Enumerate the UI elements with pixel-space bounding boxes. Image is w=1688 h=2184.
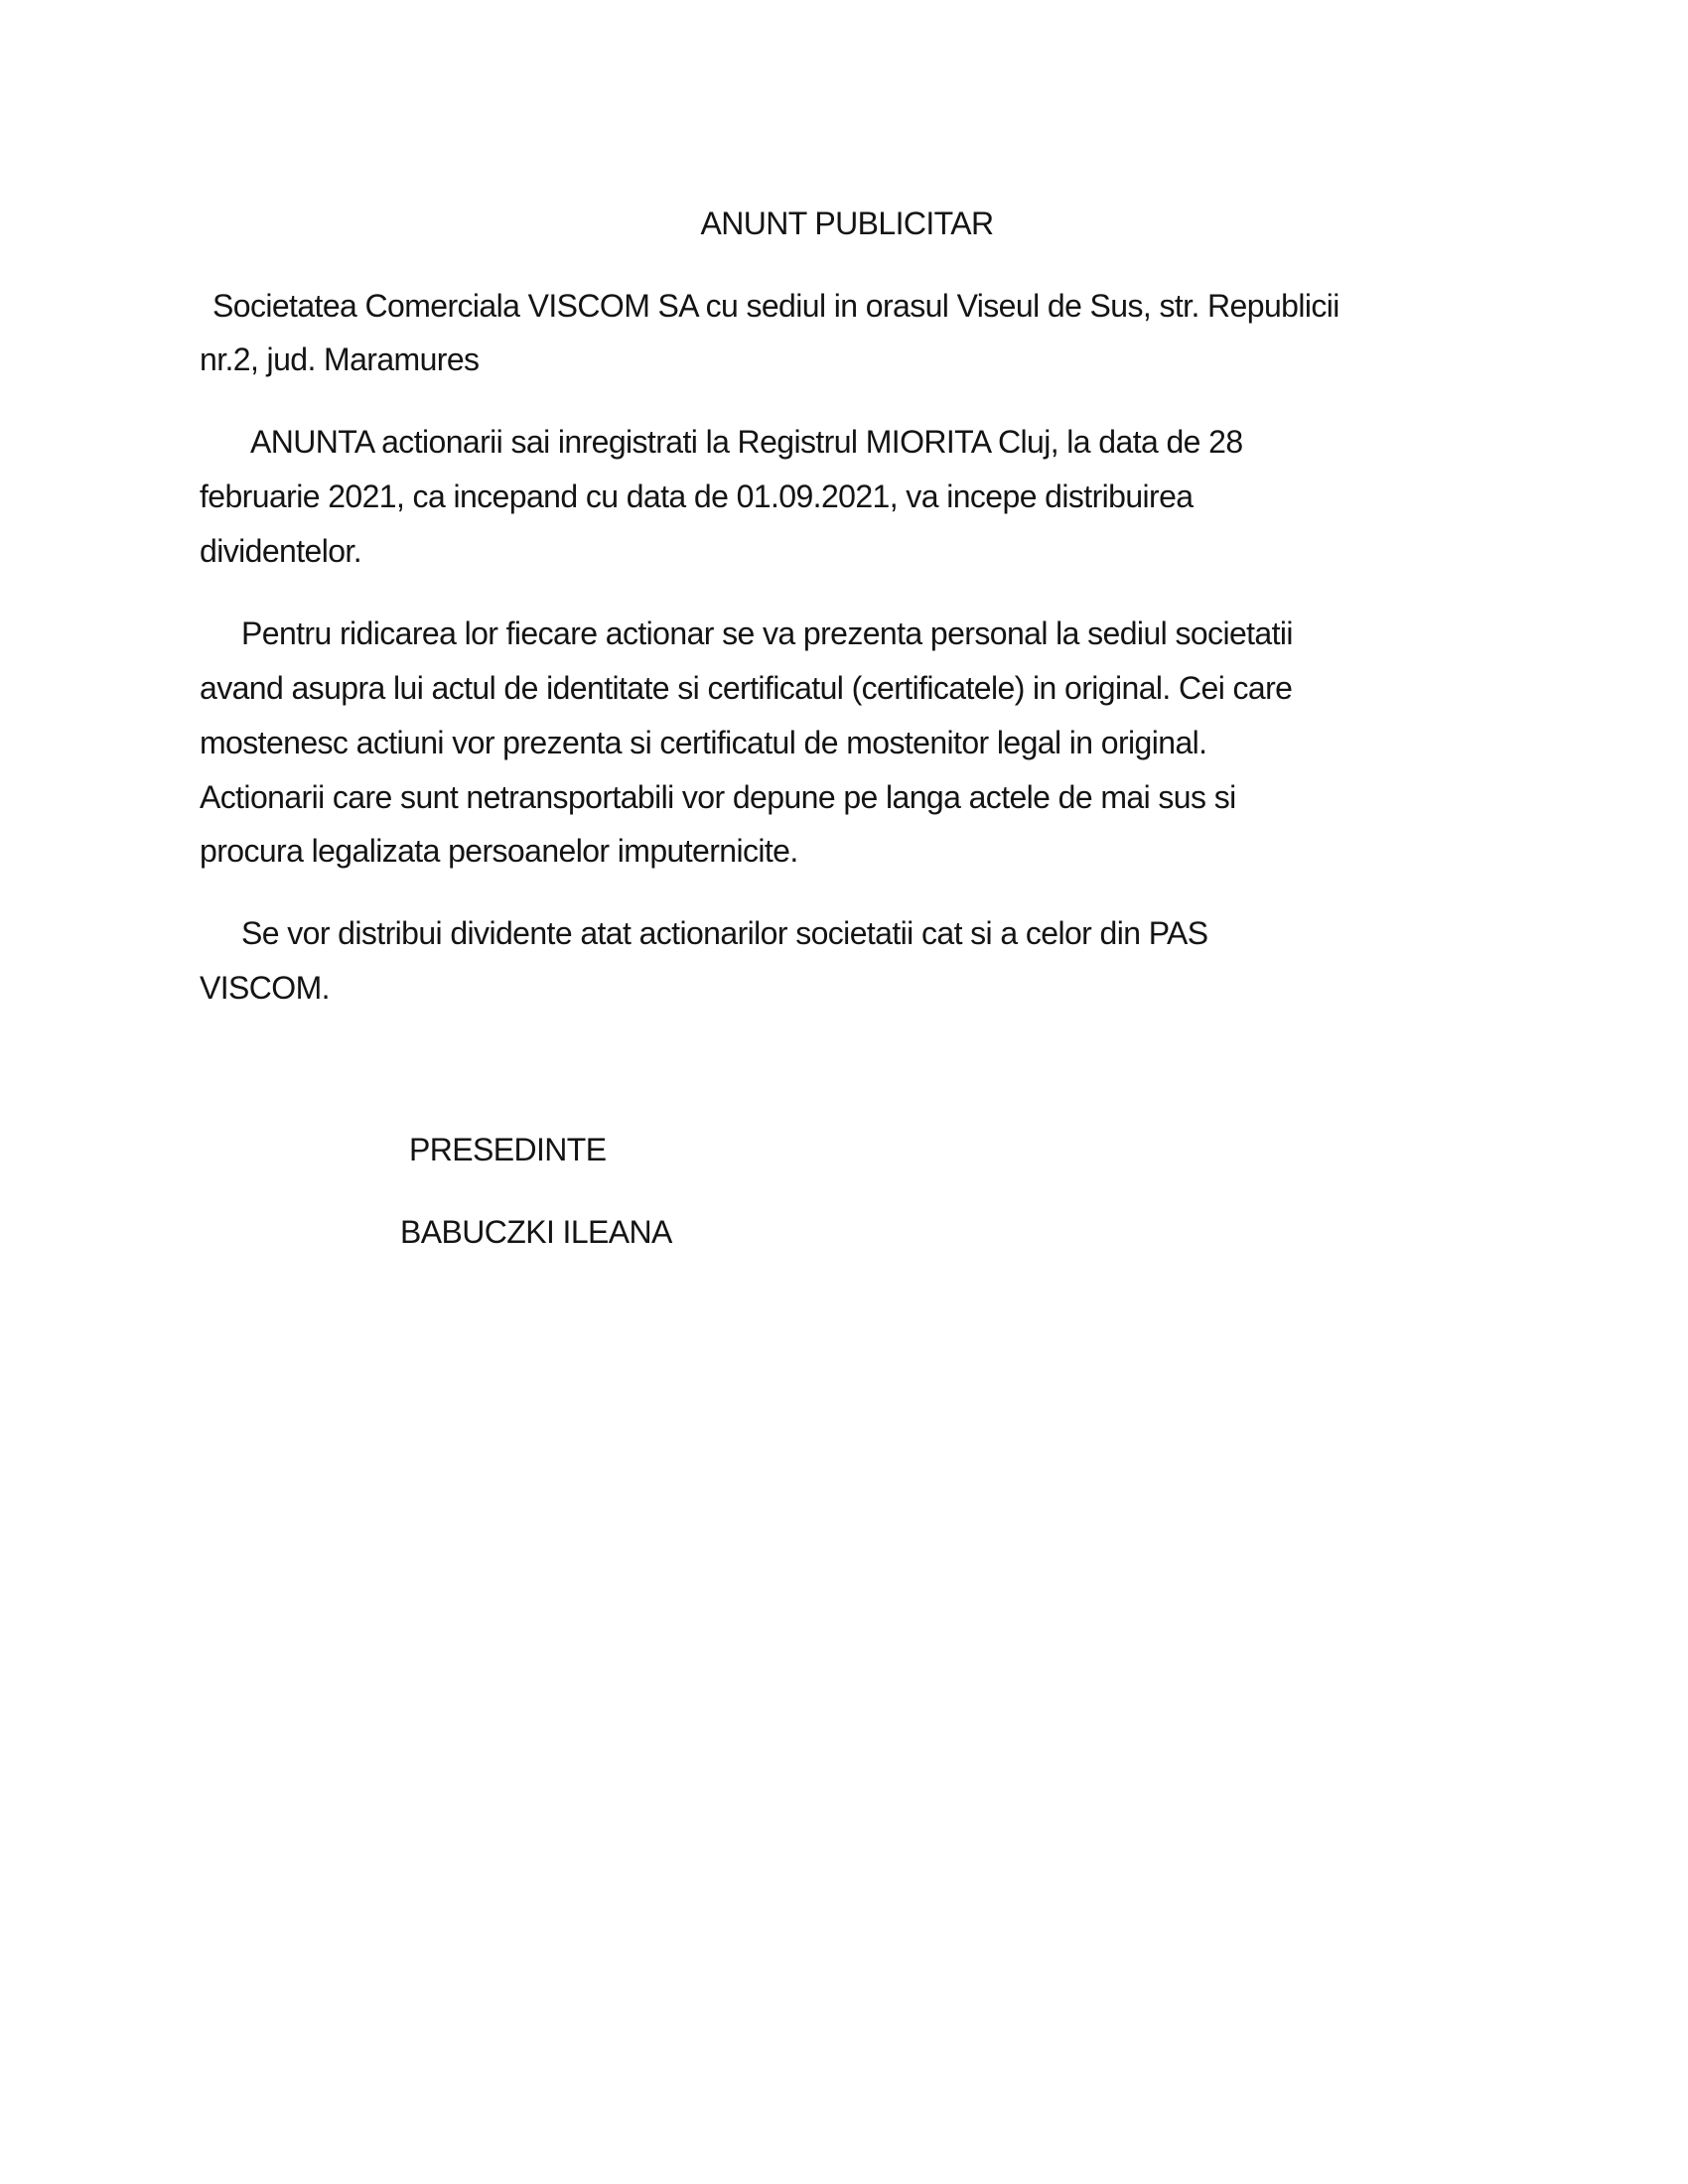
paragraph-line: avand asupra lui actul de identitate si certificatul (certificatele) in original. Cei care bbox=[200, 670, 1293, 706]
paragraph-line: VISCOM. bbox=[200, 970, 330, 1006]
paragraph-line: Actionarii care sunt netransportabili vor depune pe langa actele de mai sus si bbox=[200, 779, 1236, 815]
paragraph-line: dividentelor. bbox=[200, 533, 361, 569]
paragraph-line: nr.2, jud. Maramures bbox=[200, 341, 480, 377]
paragraph-line: procura legalizata persoanelor imputernicite. bbox=[200, 833, 798, 869]
paragraph-line: Societatea Comerciala VISCOM SA cu sediul in orasul Viseul de Sus, str. Republicii bbox=[212, 288, 1339, 324]
paragraph-line: mostenesc actiuni vor prezenta si certificatul de mostenitor legal in original. bbox=[200, 725, 1207, 760]
paragraph-line: Pentru ridicarea lor fiecare actionar se va prezenta personal la sediul societatii bbox=[241, 615, 1293, 651]
paragraph-line: februarie 2021, ca incepand cu data de 01.09.2021, va incepe distribuirea bbox=[200, 478, 1194, 514]
signature-role: PRESEDINTE bbox=[409, 1132, 607, 1167]
paragraph-line: Se vor distribui dividente atat actionarilor societatii cat si a celor din PAS bbox=[241, 915, 1208, 951]
paragraph-line: ANUNTA actionarii sai inregistrati la Registrul MIORITA Cluj, la data de 28 bbox=[250, 424, 1243, 460]
signature-name: BABUCZKI ILEANA bbox=[400, 1214, 672, 1250]
document-title: ANUNT PUBLICITAR bbox=[700, 205, 994, 241]
